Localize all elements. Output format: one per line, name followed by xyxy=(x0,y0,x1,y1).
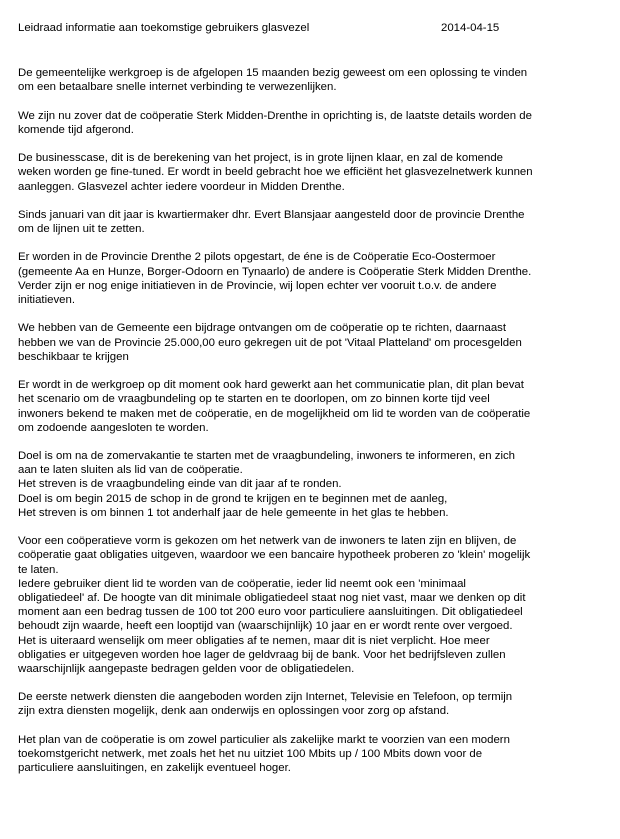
text-line: om de lijnen uit te zetten. xyxy=(18,223,145,236)
text-line: om een betaalbare snelle internet verbinding te verwezenlijken. xyxy=(18,81,337,94)
text-line: hebben we van de Provincie 25.000,00 euro gekregen uit de pot 'Vitaal Platteland' om procesgelden xyxy=(18,336,522,349)
text-line: Het is uiteraard wenselijk om meer obligaties af te nemen, maar dit is niet verplicht. Hoe meer xyxy=(18,634,490,647)
text-line: obligaties er uitgegeven worden hoe lager de geldvraag bij de bank. Voor het bedrijfsleven zullen xyxy=(18,648,506,661)
text-line: Er worden in de Provincie Drenthe 2 pilots opgestart, de éne is de Coöperatie Eco-Oostermoer xyxy=(18,251,496,264)
text-line: initiatieven. xyxy=(18,294,75,306)
text-line: beschikbaar te krijgen xyxy=(18,350,129,363)
text-line: Voor een coöperatieve vorm is gekozen om het netwerk van de inwoners te laten zijn en blijven, de xyxy=(18,535,517,548)
text-line: behoudt zijn waarde, heeft een looptijd van (waarschijnlijk) 10 jaar en er wordt rente over vergoed. xyxy=(18,620,513,633)
document-date: 2014-04-15 xyxy=(441,22,500,34)
text-line: weken worden ge fine-tuned. Er wordt in beeld gebracht hoe we efficiënt het glasvezelnetwerk kunnen xyxy=(18,166,533,179)
text-line: Sinds januari van dit jaar is kwartiermaker dhr. Evert Blansjaar aangesteld door de provincie Drenthe xyxy=(18,208,525,221)
text-line: inwoners bekend te maken met de coöperatie, en de mogelijkheid om lid te worden van de coöperatie xyxy=(18,407,531,420)
paragraph xyxy=(18,66,618,94)
document-title: Leidraad informatie aan toekomstige gebruikers glasvezel xyxy=(18,22,310,34)
text-line: Verder zijn er nog enige initiatieven in de Provincie, wij lopen echter ver vooruit t.o.v. de andere xyxy=(18,279,497,292)
text-line: moment aan een bedrag tussen de 100 tot 200 euro voor particuliere aansluitingen. Dit obligatiedeel xyxy=(18,606,523,619)
paragraph xyxy=(18,109,618,137)
text-line: het scenario om de vraagbundeling op te starten en te doorlopen, om zo binnen korte tijd veel xyxy=(18,393,490,406)
paragraph xyxy=(18,321,618,364)
text-line: aanleggen. Glasvezel achter iedere voordeur in Midden Drenthe. xyxy=(18,180,345,193)
document-body xyxy=(18,66,618,790)
text-line: We zijn nu zover dat de coöperatie Sterk Midden-Drenthe in oprichting is, de laatste details worden de xyxy=(18,109,532,122)
text-line: aan te laten sluiten als lid van de coöperatie. xyxy=(18,464,243,477)
text-line: Iedere gebruiker dient lid te worden van de coöperatie, ieder lid neemt ook een 'minimaal xyxy=(18,577,466,590)
text-line: coöperatie gaat obligaties uitgeven, waardoor we een bancaire hypotheek proberen zo 'klein' mogelijk xyxy=(18,549,531,562)
document-header xyxy=(18,21,618,36)
text-line: Er wordt in de werkgroep op dit moment ook hard gewerkt aan het communicatie plan, dit plan bevat xyxy=(18,379,524,392)
text-line: om zodoende aangesloten te worden. xyxy=(18,421,209,434)
paragraph xyxy=(18,151,618,194)
text-line: Doel is om begin 2015 de schop in de grond te krijgen en te beginnen met de aanleg, xyxy=(18,492,448,505)
paragraph xyxy=(18,449,618,520)
text-line: Het plan van de coöperatie is om zowel particulier als zakelijke markt te voorzien van een modern xyxy=(18,733,510,746)
text-line: te laten. xyxy=(18,563,59,576)
text-line: De businesscase, dit is de berekening van het project, is in grote lijnen klaar, en zal de komende xyxy=(18,152,504,165)
text-line: Doel is om na de zomervakantie te starten met de vraagbundeling, inwoners te informeren, en zich xyxy=(18,450,516,463)
text-line: Het streven is om binnen 1 tot anderhalf jaar de hele gemeente in het glas te hebben. xyxy=(18,506,449,519)
text-line: De gemeentelijke werkgroep is de afgelopen 15 maanden bezig geweest om een oplossing te vinden xyxy=(18,67,528,79)
paragraph xyxy=(18,690,618,718)
text-line: Het streven is de vraagbundeling einde van dit jaar af te ronden. xyxy=(18,478,342,491)
text-line: De eerste netwerk diensten die aangeboden worden zijn Internet, Televisie en Telefoon, op termijn xyxy=(18,691,513,704)
text-line: particuliere aansluitingen, en zakelijk eventueel hoger. xyxy=(18,762,291,775)
text-line: toekomstgericht netwerk, met zoals het het nu uitziet 100 Mbits up / 100 Mbits down voor de xyxy=(18,748,483,760)
text-line: (gemeente Aa en Hunze, Borger-Odoorn en Tynaarlo) de andere is Coöperatie Sterk Midden Drenthe. xyxy=(18,265,532,278)
paragraph xyxy=(18,733,618,776)
text-line: zijn extra diensten mogelijk, denk aan onderwijs en oplossingen voor zorg op afstand. xyxy=(18,705,450,718)
paragraph xyxy=(18,250,618,307)
paragraph xyxy=(18,534,618,676)
text-line: komende tijd afgerond. xyxy=(18,123,134,136)
paragraph xyxy=(18,378,618,435)
text-line: obligatiedeel' af. De hoogte van dit minimale obligatiedeel staat nog niet vast, maar we denken op dit xyxy=(18,591,526,604)
paragraph xyxy=(18,208,618,236)
text-line: waarschijnlijk aangepaste bedragen gelden voor de obligatiedelen. xyxy=(18,662,355,675)
text-line: We hebben van de Gemeente een bijdrage ontvangen om de coöperatie op te richten, daarnaast xyxy=(18,322,507,335)
